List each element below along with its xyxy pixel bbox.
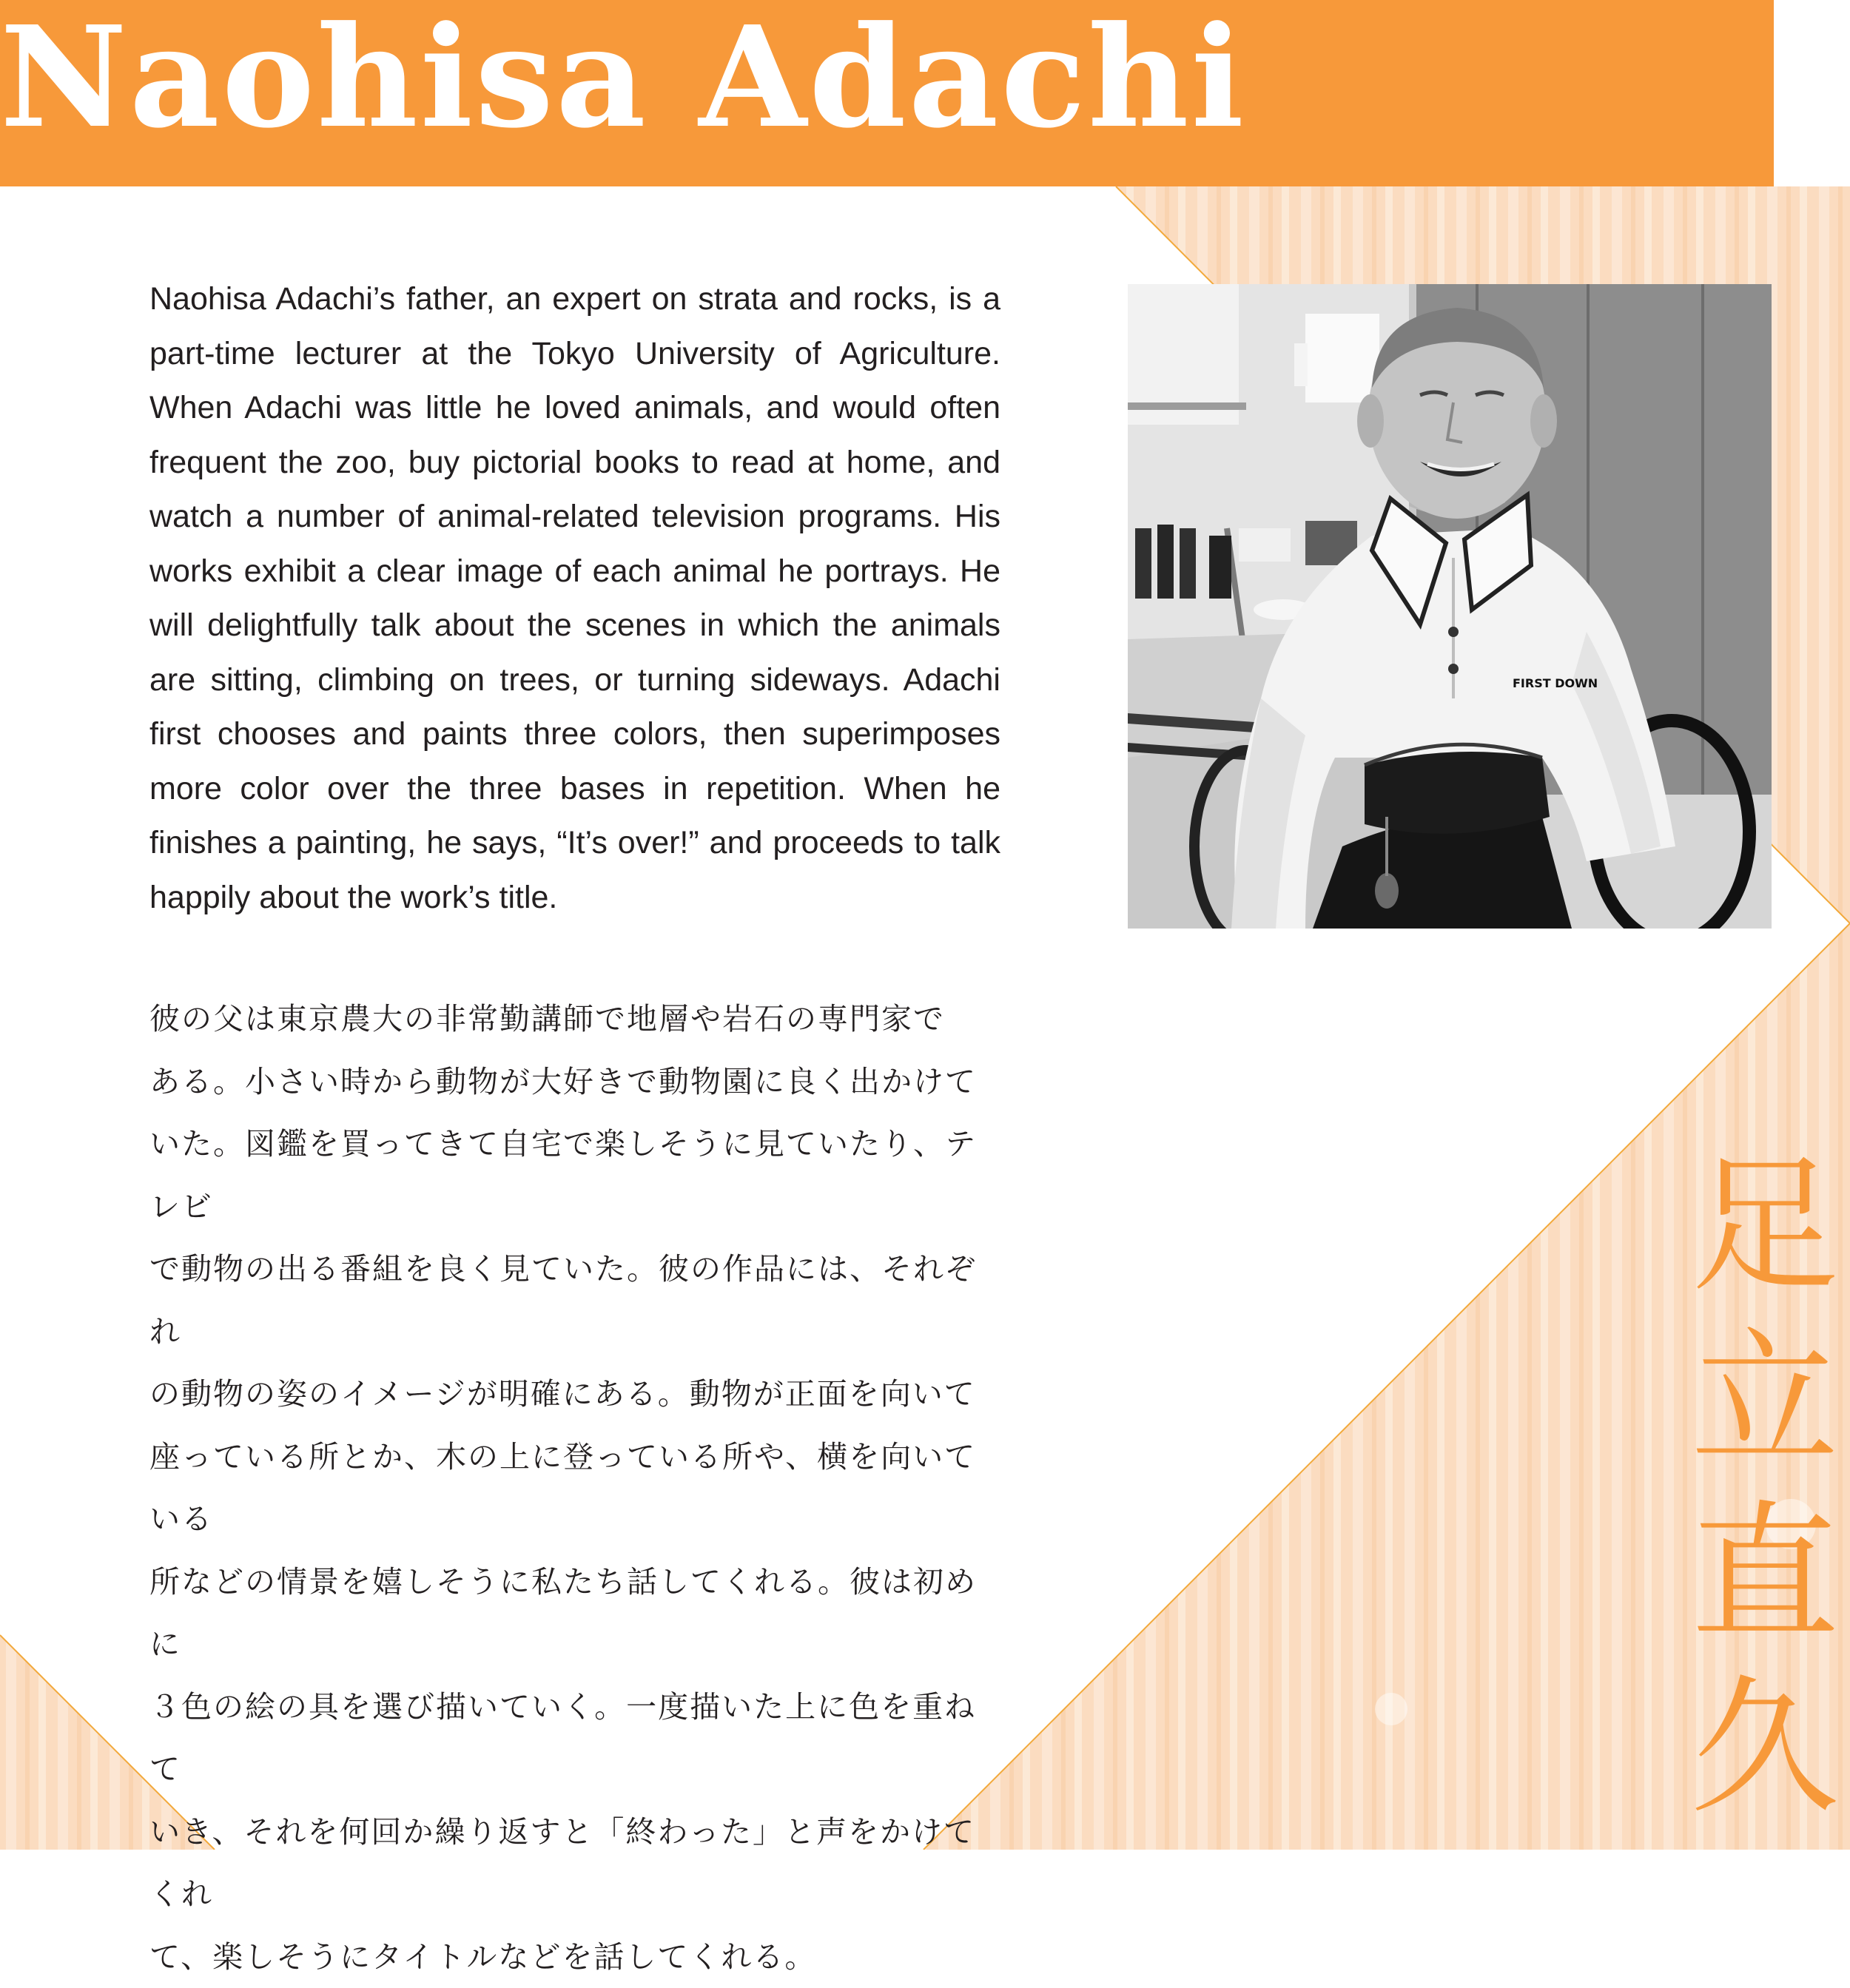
japanese-line: いた。図鑑を買ってきて自宅で楽しそうに見ていたり、テレビ [149, 1113, 1004, 1238]
japanese-line: 彼の父は東京農大の非常勤講師で地層や岩石の専門家で [149, 988, 1004, 1051]
japanese-line: ある。小さい時から動物が大好きで動物園に良く出かけて [149, 1051, 1004, 1113]
artist-name-japanese: 足 立 直 久 [1680, 1139, 1850, 1835]
title-banner [0, 0, 1774, 186]
portrait-illustration [1128, 284, 1772, 929]
artist-name-heading: Naohisa Adachi [0, 7, 1246, 148]
shirt-logo-text: FIRST DOWN [1513, 676, 1598, 690]
biography-japanese [149, 988, 1004, 1988]
japanese-line: 座っている所とか、木の上に登っている所や、横を向いている [149, 1426, 1004, 1551]
japanese-line: 所などの情景を嬉しそうに私たち話してくれる。彼は初めに [149, 1551, 1004, 1676]
japanese-line: いき、それを何回か繰り返すと「終わった」と声をかけてくれ [149, 1801, 1004, 1926]
biography-english: Naohisa Adachi’s father, an expert on strata and rocks, is a part-time lecturer at the Tokyo University of Agriculture. When Adachi was little he loved animals, and would often frequent the zoo, buy pictorial books to read at home, and watch a number of animal-related television programs. His works exhibit a clear image of each animal he portrays. He will delightfully talk about the scenes in which the animals are sitting, climbing on trees, or turning sideways. Adachi first chooses and paints three colors, then superimposes more color over the three bases in repetition. When he finishes a painting, he says, “It’s over!” and proceeds to talk happily about the work’s title. [149, 272, 1000, 925]
japanese-line: ３色の絵の具を選び描いていく。一度描いた上に色を重ねて [149, 1676, 1004, 1801]
japanese-line: て、楽しそうにタイトルなどを話してくれる。 [149, 1926, 1004, 1988]
japanese-line: で動物の出る番組を良く見ていた。彼の作品には、それぞれ [149, 1238, 1004, 1363]
artist-portrait-photo [1128, 284, 1772, 929]
japanese-line: の動物の姿のイメージが明確にある。動物が正面を向いて [149, 1363, 1004, 1426]
